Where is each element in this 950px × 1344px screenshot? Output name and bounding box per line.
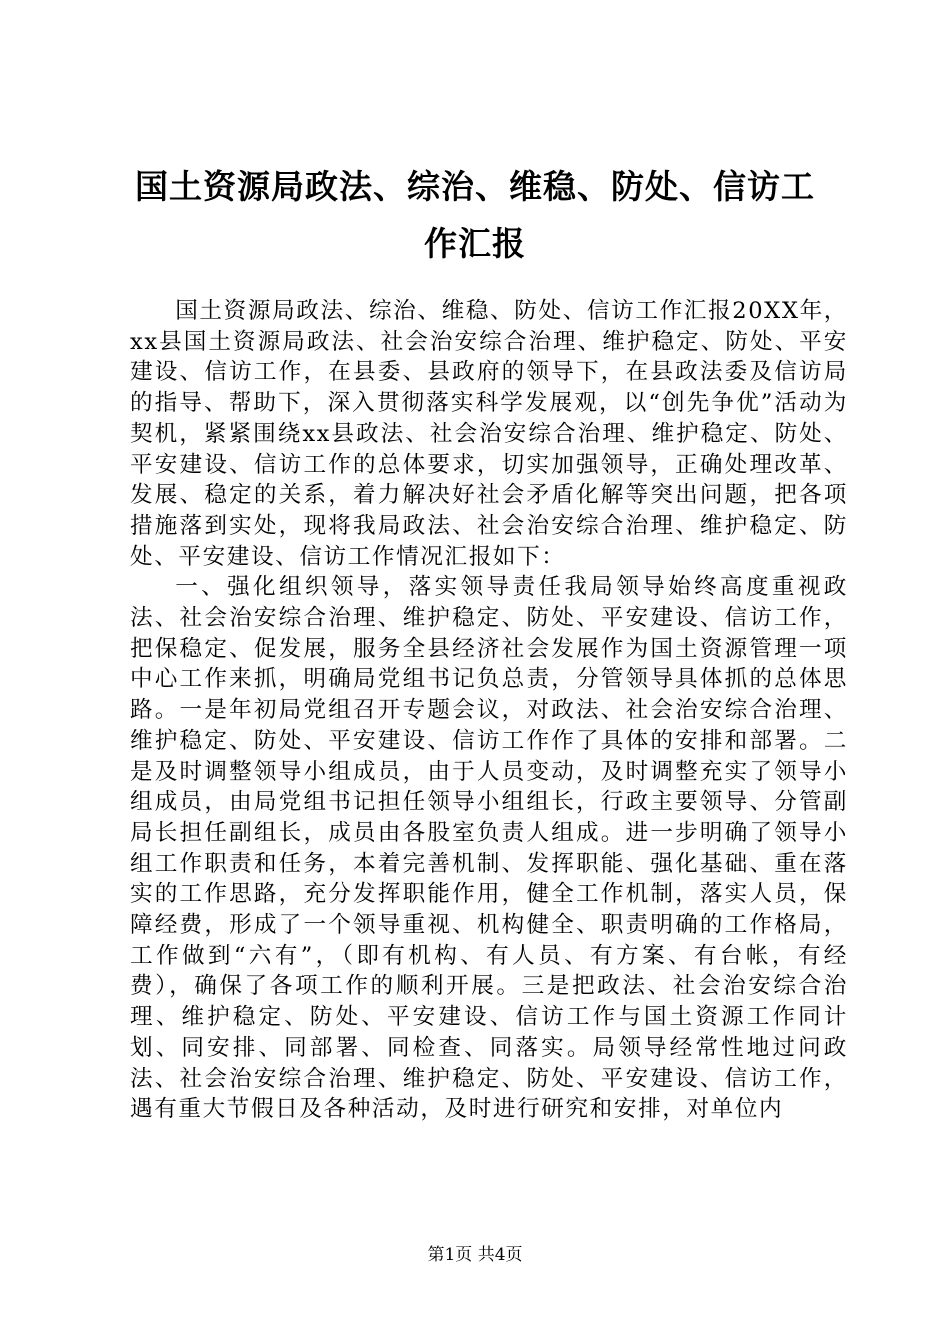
- paragraph-section-one: 一、强化组织领导，落实领导责任我局领导始终高度重视政法、社会治安综合治理、维护稳定、防处、平安建设、信访工作，把保稳定、促发展，服务全县经济社会发展作为国土资源管理一项中心工作来抓，明确局党组书记负总责，分管领导具体抓的总体思路。一是年初局党组召开专题会议，对政法、社会治安综合治理、维护稳定、防处、平安建设、信访工作作了具体的安排和部署。二是及时调整领导小组成员，由于人员变动，及时调整充实了领导小组成员，由局党组书记担任领导小组组长，行政主要领导、分管副局长担任副组长，成员由各股室负责人组成。进一步明确了领导小组工作职责和任务，本着完善机制、发挥职能、强化基础、重在落实的工作思路，充分发挥职能作用，健全工作机制，落实人员，保障经费，形成了一个领导重视、机构健全、职责明确的工作格局，工作做到“六有”，（即有机构、有人员、有方案、有台帐，有经费），确保了各项工作的顺利开展。三是把政法、社会治安综合治理、维护稳定、防处、平安建设、信访工作与国土资源工作同计划、同安排、同部署、同检查、同落实。局领导经常性地过问政法、社会治安综合治理、维护稳定、防处、平安建设、信访工作，遇有重大节假日及各种活动，及时进行研究和安排，对单位内: [130, 574, 848, 1123]
- page-footer: 第1页 共4页: [427, 1245, 523, 1265]
- document-title-line-1: 国土资源局政法、综治、维稳、防处、信访工: [135, 167, 815, 206]
- document-body: [130, 296, 848, 1125]
- paragraph-intro: 国土资源局政法、综治、维稳、防处、信访工作汇报20XX年，xx县国土资源局政法、社会治安综合治理、维护稳定、防处、平安建设、信访工作，在县委、县政府的领导下，在县政法委及信访局的指导、帮助下，深入贯彻落实科学发展观，以“创先争优”活动为契机，紧紧围绕xx县政法、社会治安综合治理、维护稳定、防处、平安建设、信访工作的总体要求，切实加强领导，正确处理改革、发展、稳定的关系，着力解决好社会矛盾化解等突出问题，把各项措施落到实处，现将我局政法、社会治安综合治理、维护稳定、防处、平安建设、信访工作情况汇报如下：: [130, 298, 848, 570]
- document-title-line-2: 作汇报: [424, 224, 526, 263]
